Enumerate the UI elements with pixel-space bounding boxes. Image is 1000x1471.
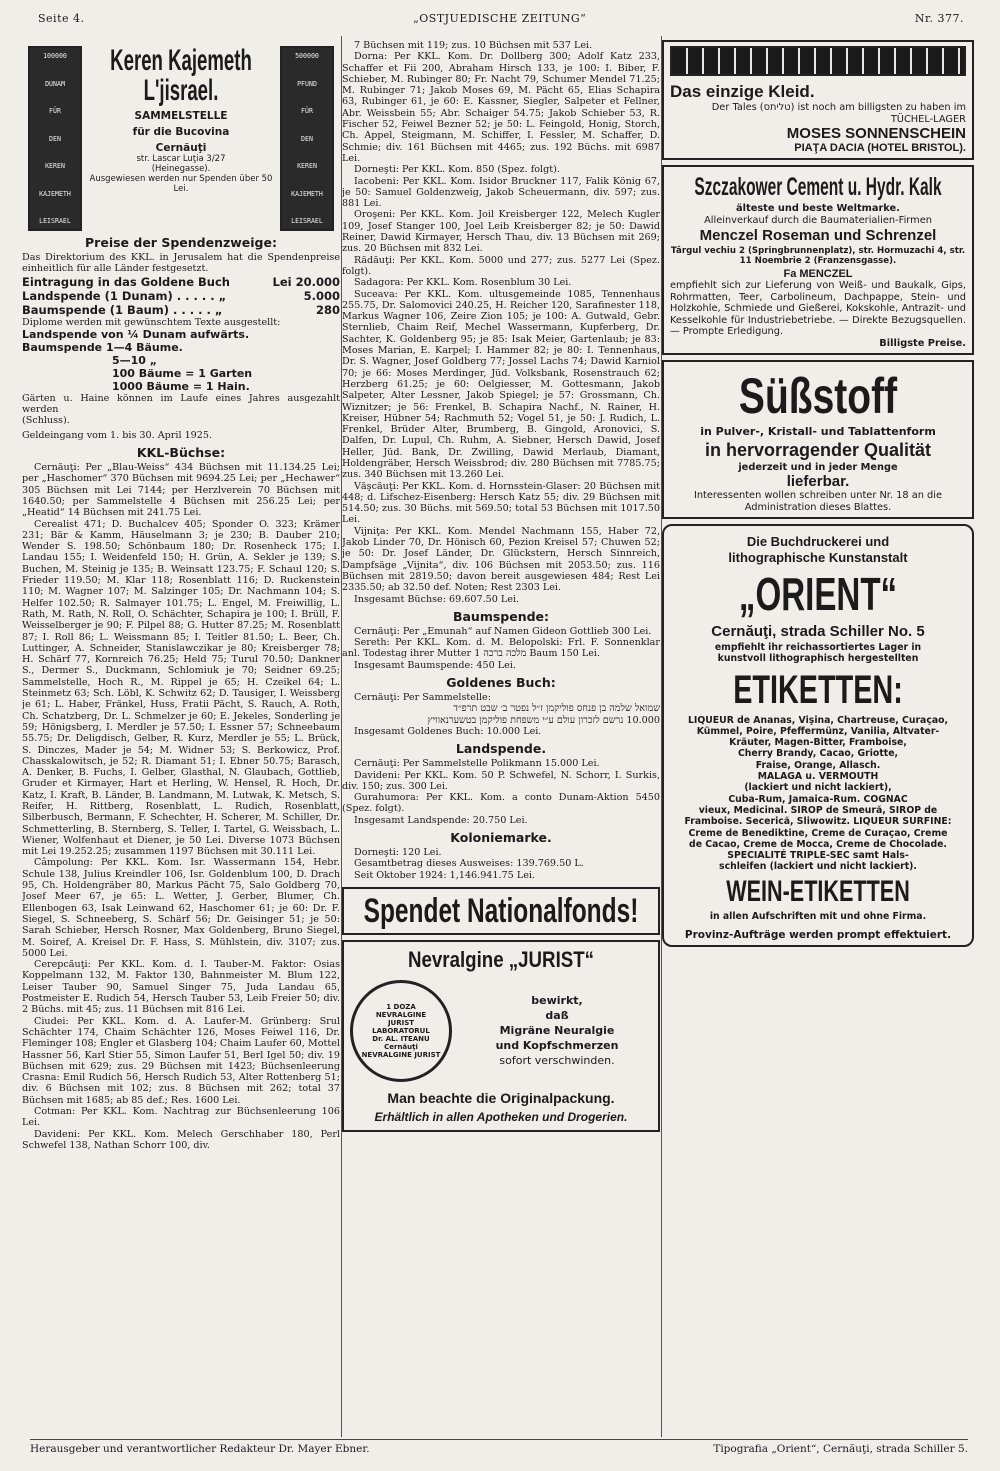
page-number: Seite 4. bbox=[38, 12, 85, 25]
kleid-ad: Das einzige Kleid. Der Tales (טליתס) ist noch am billigsten zu haben im TÜCHEL-LAGER MOSES SONNENSCHEIN PIAŢA DACIA (HOTEL BRISTOL). bbox=[662, 40, 974, 160]
price-row: Landspende (1 Dunam) . . . . . „ 5.000 bbox=[22, 288, 340, 303]
price-row: Eintragung in das Goldene Buch Lei 20.000 bbox=[22, 274, 340, 289]
price-row: Baumspende (1 Baum) . . . . . „ 280 bbox=[22, 302, 340, 317]
orient-title: „ORIENT“ bbox=[738, 568, 898, 620]
baumspende-heading: Baumspende: bbox=[452, 608, 550, 624]
column-3 bbox=[662, 40, 974, 1435]
column-2: 7 Büchsen mit 119; zus. 10 Büchsen mit 537 Lei. Dorna: Per KKL. Kom. Dr. Dollberg 300; Adolf Katz 233, Schaffer et Fii 200, Abraham Hirsch 133, je 100: I. Biber, F. Schieber, M. Rubinger 80; Fr. Nacht 79, Schumer Mendel 71.25; M. Rubinger 71; Jakob Moses 69, M. Pächt 65, Elias Schapira 63, Rubinger 61, je 60: E. Kassner, Siegler, Salpeter et Fellner, Abr. Weissbein 55; Abr. Schaiger 54.75; Jakob Schieber 53, R. Fischer 52, Feiwel Bezner 52; je 50: L. Feingold, Honig, Storch, Ch. Appel, Steigmann, M. Schiffer, I. Fessler, M. Schaffer, D. Schmie; div. 161 Büchsen mit 4465; zus. 192 Büchs. mit 6987 Lei. Dorneşti: Per KKL. Kom. 850 (Spez. folgt). Iacobeni: Per KKL. Kom. Isidor Bruckner 117, Falik König 67, je 50: Samuel Goldenzweig, Jakob Scheuermann, div. 597; zus. 881 Lei. Oroşeni: Per KKL. Kom. Joil Kreisberger 122, Melech Kugler 109, Josef Stanger 100, Joel Leib Kreisberger 82; je 50: Dawid Reiner, Dawid Kirmayer, Hersch Thau, div. 13 Büchsen mit 269; zus. 20 Büchsen mit 832 Lei. Rădăuţi: Per KKL. Kom. 5000 und 277; zus. 5277 Lei (Spez. folgt). Sadagora: Per KKL. Kom. Rosenblum 30 Lei. Suceava: Per KKL. Kom. ultusgemeinde 1085, Tennenhaus 255.75, Dr. Salomovici 240.25, H. Reicher 120, Sarafinester 118, Markus Wagner 106, Zeire Zion 105; je 100: A. Gutwald, Gebr. Sternlieb, Chaim Reif, Mechel Wassermann, Kupferberg, Dr. Sachter, K. Goldenberg 95; je 85: Isak Meier, Gartenlaub; je 83: Moses Marian, E. Karpel; I. Hammer 82; je 80: I. Tennenhaus, Dr. S. Wagner, Josef Goldberg 77; Jossel Lachs 74; Dawid Karniol 70; je 66: Moses Merdinger, Jüd. Volksbank, Rosenstrauch 62; Herzberg 61.25; je 60: Oelgiesser, M. Gottesmann, Jakob Salpeter, Alter Lessner, Jakob Spiegel; je 57: Grossmann, Ch. Wiznitzer; je 56: Frenkel, B. Schapira Nachf., N. Rainer, H. Kreiser, Hübner 54; Rachmuth 52; Vogel 51, je 50: J. Rudich, L. Frenkel, Brüder Alter, Brumberg, B. Gingold, Aronovici, S. Dalfen, Dr. Lupul, Ch. Ruhm, A. Siebner, Hersch Dawid, Josef Heller, Jüd. Bank, Dr. Zwilling, Dawid Merlaub, Diamant, Holdengräber, Hersch Weissbrod; div. 280 Büchsen mit 7785.75; zus. 340 Büchsen mit 13.260 Lei. Văşcăuţi: Per KKL. Kom. d. Hornsstein-Glaser: 20 Büchsen mit 448; d. Lifschez-Eisenberg: Hersch Katz 55; div. 29 Büchsen mit 514.50; zus. 30 Büchs. mit 569.50; total 53 Büchsen mit 1017.50 Lei. Vijniţa: Per KKL. Kom. Mendel Nachmann 155, Haber 72, Jakob Linder 70, Dr. Hönisch 60, Pezion Kreisel 57; Chuwen 52; je 50: Dr. Josef Länder, Dr. Glückstern, Hersch Sinnreich, Dampfsäge „Vijnita“, div. 106 Büchsen mit 2053.50; zus. 116 Büchsen mit 2819.50; davon bereit ausgewiesen 484; Rest Lei 2335.50; ab 32.50 def. Noten; Rest 2303 Lei. Insgesamt Büchse: 69.607.50 Lei. Baumspende: Cernăuţi: Per „Emunah“ auf Namen Gideon Gottlieb 300 Lei. Sereth: Per KKL. Kom. d. M. Belopolski: Frl. F. Sonnenklar anl. Todestag ihrer Mutter מלכה ברכה 1 Baum 150 Lei. Insgesamt Baumspende: 450 Lei. Goldenes Buch: Cernăuţi: Per Sammelstelle: שמואל שלמה בן פנחס פוליקמן ז״ל נפטר ב׳ שבט תרפ״ד 10.000 נרשם לזכרון עולם ע״י משפחת פוליקמן בטשערנאוויץ Insgesamt Goldenes Buch: 10.000 Lei. Landspende. Cernăuţi: Per Sammelstelle Polikmann 15.000 Lei. Davideni: Per KKL. Kom. 50 P. Schwefel, N. Schorr, I. Surkis, div. 150; zus. 300 Lei. Gurahumora: Per KKL. Kom. a conto Dunam-Aktion 5450 (Spez. folgt). Insgesamt Landspende: 20.750 Lei. Koloniemarke. Dorneşti: 120 Lei. Gesamtbetrag dieses Ausweises: 139.769.50 L. Seit Oktober 1924: 1,146.941.75 Lei. Spendet Nationalfonds! Nevralgine „JURIST“ 1 DOZA NEVRALGINE JURIST LABORATORUL Dr. AL. ITEANU Cernăuţi NEVRALGINE JURIST bewirkt, daß Migräne Neuralgie und Kopfschmerzen sofort verschwinden. Man beachte die Originalpackung. Erhältlich in allen Apotheken und Drogerien. bbox=[342, 40, 660, 1435]
printer-line: Tipografia „Orient“, Cernăuţi, strada Schiller 5. bbox=[713, 1443, 968, 1455]
keren-title-2: L'jisrael. bbox=[143, 74, 219, 107]
column-1: 100000 DUNAM FÜR DEN KEREN KAJEMETH LEISRAEL Keren Kajemeth L'jisrael. SAMMELSTELLE für die Bucovina Cernăuţi str. Lascar Luţia 3/27 (Heinegasse). Ausgewiesen werden nur Spenden über 50 Lei. 500000 PFUND FÜR DEN KEREN KAJEMETH LEISRAEL Preise der Spendenzweige: Das Direktorium des KKL. in Jerusalem hat die Spendenpreise einheitlich für alle Länder festgesetzt. Eintragung in das Goldene Buch Lei 20.000 Landspende (1 Dunam) . . . . . „ 5.000 Baumspende (1 Baum) . . . . . „ 280 Diplome werden mit gewünschtem Texte ausgestellt: Landspende von ¼ Dunam aufwärts. Baumspende 1—4 Bäume. 5—10 „ 100 Bäume = 1 Garten 1000 Bäume = 1 Hain. Gärten u. Haine können im Laufe eines Jahres ausgezahlt werden (Schluss). Geldeingang vom 1. bis 30. April 1925. KKL-Büchse: Cernăuţi: Per „Blau-Weiss“ 434 Büchsen mit 11.134.25 Lei; per „Haschomer“ 370 Büchsen mit 9694.25 Lei; per „Hechawer“ 305 Büchsen mit Lei 7144; per Herzlverein 70 Büchsen mit 1640.50; per Sammelstelle 4 Büchsen mit 256.25 Lei; per „Heatid“ 14 Büchsen mit 241.75 Lei. Cerealist 471; D. Buchalcev 405; Sponder O. 323; Krämer 231; Bär & Kamm, Häuselmann 3; je 230; B. Dauber 210; Wender S. 198.50; Schönbaum 180; Dr. Rosenheck 175; I. Landau 155; I. Weidenfeld 150; H. Grün, A. Sekler je 139; S. Buchen, M. Steinig je 135; B. Weinsatt 123.75; F. Schaul 120; S. Frieder 119.50; M. Klar 118; Rosenblatt 116; D. Ruckenstein 110; M. Wagner 107; M. Salzinger 105; Dr. Nachmann 104; S. Helfer 102.50; R. Salmayer 101.75; L. Engel, M. Freiwillig, L. Rath, M. Rath, N. Roll, O. Schächter, Schapira je 100; I. Brüll, F. Weisselberger je 90; F. Pilpel 88; G. Hutter 87.25; M. Rosenblatt 87; I. Roll 86; L. Weissmann 85; I. Teitler 81.50; L. Beer, Ch. Luttinger, A. Schneider, Stanislawczikar je 80; Kreisberger 78; H. Schärf 77, Kornreich 76.25; Held 75; Turul 70.50; Dankner S., Dermer S., Duckmann, Schlomiuk je 70; Seidner 69.25; Sammelstelle, Hoch R., M. Rippel je 65; H. Czeikel 64; L. Steinmetz 63; Sch. Löbl, K. Schwitz 62; D. Tausiger, I. Weissberg je 61; L. Haber, Fränkel, Huss, Fratii Pächt, S. Rauch, A. Roth, Ch. Schatzberg, Dr. L. Schmelzer je 60; E. Jekeles, Sonderling je 59; Hönigsberg, I. Merdler je 57.50; I. Essner 57; Schneebaum 55.75; Dr. Deligdisch, Gelber, R. Kurz, Merdler je 55; L. Brück, S. Dinczes, Mader je 54; M. Widner 53; S. Berkowicz, Prof. Chasskalowitsch, je 52; R. Diamant 51; I. Ebner 50.75; Barasch, A. Denker, B. Fuchs, I. Gelber, Glasthal, N. Glaubach, Gottlieb, Gruder et Kirmayer, Hart et Herling, W. Hensel, R. Hoch, Dr. Katz, I. Kraft, B. Länder, B. Landmann, M. Lutwak, K. Metsch, S. Reifer, H. Rittberg, Rosenblatt, L. Rudich, Rosenblatt, Silberbusch, Bermann, F. Schechter, H. Scherer, M. Schiller, Dr. Schmetterling, B. Sternberg, S. Teller, I. Tartel, G. Weissbach, L. Wiener, Wolfenhaut et Diener, je 50 Lei. Diverse 1073 Büchsen mit Lei 19.252.25; zusammen 1197 Büchsen mit 30.111 Lei. Câmpolung: Per KKL. Kom. Isr. Wassermann 154, Hebr. Schule 138, Julius Kreindler 106, Isr. Goldenblum 100, D. Drach 95, Ch. Holdengräber 80, Markus Pächt 75, Salo Goldberg 70, Josef Meer 67, je 65: L. Wetter, J. Gerber, Blumer, Ch. Ellenbogen 63, Isak Leinwand 62, Haschomer 61; je 60: Dr. F. Siegel, S. Schneeberg, S. Schärf 56; Dr. Geisinger 51; je 50: Sarah Schieber, Hersch Rosner, Max Goldenberg, Bruno Siegel, M. Soiref, A. Kreisel Dr. F. Hass, S. Mühlstein, div. 3107; zus. 5000 Lei. Cerepcăuţi: Per KKL. Kom. d. I. Tauber-M. Faktor: Osias Koppelmann 132, M. Faktor 130, Bahnmeister M. Blum 122, Leiser Tauber 90, Samuel Singer 75, Juda Landau 65, Postmeister E. Rudich 54, Hersch Tauber 53, Leib Freier 50; div. 2 Büchs. mit 45; zus. 11 Büchsen mit 816 Lei. Ciudei: Per KKL. Kom. d. A. Laufer-M. Grünberg: Srul Schächter 174, Chaim Schächter 126, Moses Feiwel 116, Dr. Fleminger 108; Engler et Glasberg 104; Chaim Laufer 60, Mottel Hassner 56, Karl Stier 55, Simon Laufer 51, Berl Igel 50; div. 19 Büchsen mit 629; zus. 29 Büchsen mit 1423; Büchsenleerung Crasna: Emil Rudich 56, Hersch Rudich 53, Alter Rottenberg 51; div. 6 Büchsen mit 102; zus. 8 Büchsen mit 262; total 37 Büchsen mit 1685; ab 85 def.; Res. 1600 Lei. Cotman: Per KKL. Kom. Nachtrag zur Büchsenleerung 106 Lei. Davideni: Per KKL. Kom. Melech Gerschhaber 180, Perl Schwefel 138, Nathan Schorr 100, div. bbox=[22, 44, 340, 1151]
newspaper-title: „OSTJUEDISCHE ZEITUNG“ bbox=[413, 12, 587, 25]
page-footer bbox=[30, 1439, 968, 1461]
keren-title: Keren Kajemeth bbox=[110, 44, 252, 77]
issue-number: Nr. 377. bbox=[914, 12, 964, 25]
etiketten-title: ETIKETTEN: bbox=[733, 667, 903, 712]
page-header bbox=[38, 12, 964, 30]
orient-ad: Die Buchdruckerei und lithographische Kunstanstalt „ORIENT“ Cernăuţi, strada Schiller No. 5 empfiehlt ihr reichassortiertes Lager in kunstvoll lithographisch hergestellten ETIKETTEN: LIQUEUR de Ananas, Vişina, Chartreuse, Curaçao, Kümmel, Poire, Pfeffermünz, Vanilia, Altvater- Kräuter, Magen-Bitter, Framboise, Cherry Brandy, Cacao, Griotte, Fraise, Orange, Allasch. MALAGA u. VERMOUTH (lackiert und nicht lackiert), Cuba-Rum, Jamaica-Rum. COGNAC vieux, Medicinal. SIROP de Smeură, SIROP de Framboise. Secerică, Sliwowitz. LIQUEUR SURFINE: Creme de Benediktine, Creme de Curaçao, Creme de Cacao, Creme de Mocca, Creme de Chocolade. SPECIALITÉ TRIPLE-SEC samt Hals- schleifen (lackiert und nicht lackiert). WEIN-ETIKETTEN in allen Aufschriften mit und ohne Firma. Provinz-Aufträge werden prompt effektuiert. bbox=[662, 524, 974, 947]
nevralgine-ad: Nevralgine „JURIST“ 1 DOZA NEVRALGINE JURIST LABORATORUL Dr. AL. ITEANU Cernăuţi NEVRALGINE JURIST bewirkt, daß Migräne Neuralgie und Kopfschmerzen sofort verschwinden. Man beachte die Originalpackung. Erhältlich in allen Apotheken und Drogerien. bbox=[342, 940, 660, 1132]
landspende-heading: Landspende. bbox=[455, 741, 547, 757]
cement-ad: Szczakower Cement u. Hydr. Kalk älteste und beste Weltmarke. Alleinverkauf durch die Baumaterialien-Firmen Menczel Roseman und Schrenzel Târgul vechiu 2 (Springbrunnenplatz), str. Hormuzachi 4, str. 11 Noembrie 2 (Franzensgasse). Fa MENCZEL empfiehlt sich zur Lieferung von Weiß- und Baukalk, Gips, Rohrmatten, Teer, Carbolineum, Dachpappe, Stein- und Holzkohle, Schmiede und Gießerei, Kokskohle, Antrazit- und Kesselkohle für Industriebetriebe. — Direkte Bezugsquellen. — Prompte Erledigung. Billigste Preise. bbox=[662, 165, 974, 355]
decorative-stripes bbox=[670, 46, 966, 76]
geldeingang: Geldeingang vom 1. bis 30. April 1925. bbox=[22, 429, 213, 441]
hebrew-line: שמואל שלמה בן פנחס פוליקמן ז״ל נפטר ב׳ שבט תרפ״ד bbox=[453, 703, 660, 715]
keren-kajemeth-ad bbox=[28, 46, 334, 231]
wein-etiketten-title: WEIN-ETIKETTEN bbox=[726, 874, 910, 908]
keren-right-box: 500000 PFUND FÜR DEN KEREN KAJEMETH LEISRAEL bbox=[280, 46, 334, 231]
kkl-heading: KKL-Büchse: bbox=[136, 445, 226, 461]
suessstoff-ad: Süßstoff in Pulver-, Kristall- und Tablattenform in hervorragender Qualität jederzeit und in jeder Menge lieferbar. Interessenten wollen schreiben unter Nr. 18 an die Administration dieses Blattes. bbox=[662, 360, 974, 519]
publisher-line: Herausgeber und verantwortlicher Redakteur Dr. Mayer Ebner. bbox=[30, 1443, 370, 1455]
medicine-box-image: 1 DOZA NEVRALGINE JURIST LABORATORUL Dr. AL. ITEANU Cernăuţi NEVRALGINE JURIST bbox=[350, 980, 452, 1082]
koloniemarke-heading: Koloniemarke. bbox=[450, 830, 552, 845]
goldenes-buch-heading: Goldenes Buch: bbox=[446, 675, 556, 691]
keren-center: Keren Kajemeth L'jisrael. SAMMELSTELLE für die Bucovina Cernăuţi str. Lascar Luţia 3/27 (Heinegasse). Ausgewiesen werden nur Spenden über 50 Lei. bbox=[88, 46, 274, 231]
keren-left-box: 100000 DUNAM FÜR DEN KEREN KAJEMETH LEISRAEL bbox=[28, 46, 82, 231]
preise-heading: Preise der Spendenzweige: bbox=[85, 235, 277, 250]
hebrew-line: 10.000 נרשם לזכרון עולם ע״י משפחת פוליקמן בטשערנאוויץ bbox=[427, 714, 660, 726]
spendet-ad: Spendet Nationalfonds! bbox=[342, 887, 660, 935]
